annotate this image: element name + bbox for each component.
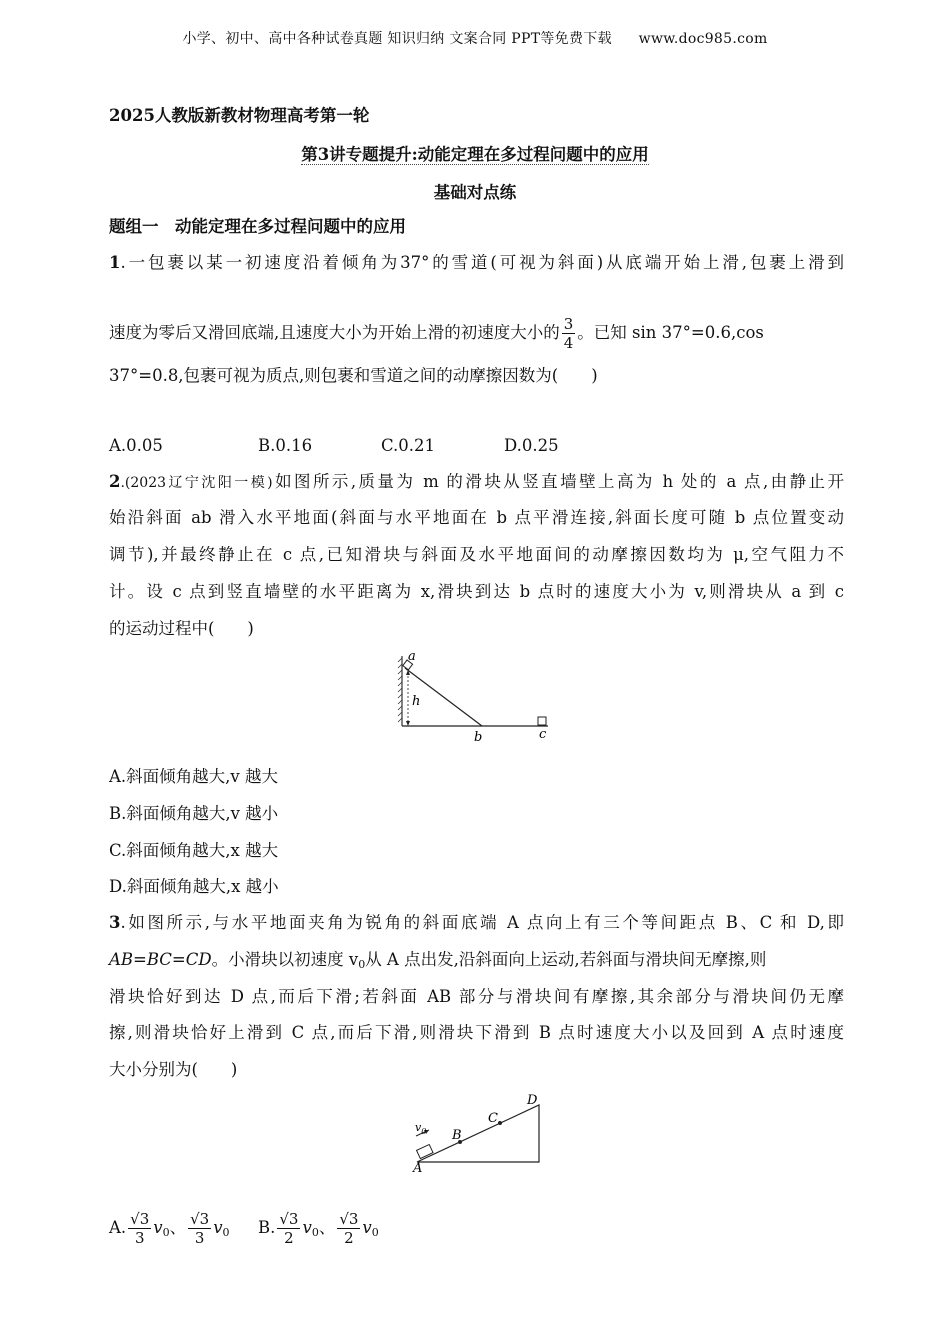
- q1-option-c: C.0.21: [381, 436, 436, 455]
- q3-option-b: B. $\frac{√3}{2}$ $v_0$、 $\frac{√3}{2}$ $v_0$: [258, 1210, 379, 1247]
- q1-line3: 37°=0.8,包裹可视为质点,则包裹和雪道之间的动摩擦因数为( ): [109, 366, 598, 385]
- label-A: A: [413, 1161, 423, 1175]
- q3-number: 3: [109, 913, 121, 932]
- q3-line2-sub: 0: [358, 958, 366, 971]
- q2-option-b: B.斜面倾角越大,v 越小: [109, 804, 279, 823]
- q2-option-d: D.斜面倾角越大,x 越小: [109, 877, 279, 896]
- q2-number: 2: [109, 472, 121, 491]
- q3-figure: [405, 1090, 555, 1175]
- lecture-title-text: 第3讲专题提升:动能定理在多过程问题中的应用: [301, 145, 649, 164]
- label-B: B: [452, 1128, 462, 1143]
- q3-line2b: 。小滑块以初速度 v: [211, 950, 359, 969]
- q1-option-d: D.0.25: [504, 436, 559, 455]
- q3-line2c: 从 A 点出发,沿斜面向上运动,若斜面与滑块间无摩擦,则: [365, 950, 767, 969]
- incline-triangle: [417, 1105, 539, 1162]
- q3-b-label: B.: [258, 1218, 276, 1237]
- q2-option-a: A.斜面倾角越大,v 越大: [109, 767, 278, 786]
- q2-source: .(2023辽宁沈阳一模): [120, 475, 273, 491]
- label-v0: $v_0$: [415, 1121, 427, 1136]
- q2-line1-text: 如图所示,质量为 m 的滑块从竖直墙壁上高为 h 处的 a 点,由静止开: [272, 472, 844, 491]
- series-title: 2025人教版新教材物理高考第一轮: [109, 106, 370, 125]
- q3-a-frac1: $\frac{√3}{3}$: [130, 1210, 150, 1247]
- q2-line5: 的运动过程中( ): [109, 619, 254, 638]
- label-a: a: [408, 649, 416, 664]
- practice-subtitle: 基础对点练: [433, 183, 517, 202]
- q1-option-b: B.0.16: [258, 436, 313, 455]
- label-b: b: [474, 730, 483, 745]
- q1-fraction: [562, 315, 576, 352]
- q1-line1: [109, 251, 844, 275]
- q3-line2: [109, 948, 844, 977]
- q2-line2: 始沿斜面 ab 滑入水平地面(斜面与水平地面在 b 点平滑连接,斜面长度可随 b 点位置变动: [109, 508, 844, 527]
- point-c: [498, 1121, 502, 1125]
- block-at-c: [538, 717, 546, 725]
- wall-hatching: [398, 656, 402, 726]
- q3-line1-text: .如图所示,与水平地面夹角为锐角的斜面底端 A 点向上有三个等间距点 B、C 和 D,即: [120, 913, 845, 932]
- q3-a-label: A.: [109, 1218, 127, 1237]
- q3-a-frac2: $\frac{√3}{3}$: [190, 1210, 210, 1247]
- label-c: c: [539, 727, 547, 742]
- header-text: 小学、初中、高中各种试卷真题 知识归纳 文案合同 PPT等免费下载: [182, 31, 612, 47]
- q1-number: 1: [109, 253, 121, 272]
- slider-block: [417, 1145, 433, 1159]
- q3-b-frac1: $\frac{√3}{2}$: [279, 1210, 299, 1247]
- q1-line2b: 。已知 sin 37°=0.6,cos: [577, 323, 764, 342]
- q3-line3: 滑块恰好到达 D 点,而后下滑;若斜面 AB 部分与滑块间有摩擦,其余部分与滑块间仍无摩: [109, 987, 844, 1006]
- label-C: C: [488, 1111, 498, 1126]
- q1-line2a: 速度为零后又滑回底端,且速度大小为开始上滑的初速度大小的: [109, 323, 560, 342]
- group-heading: 题组一 动能定理在多过程问题中的应用: [109, 217, 406, 236]
- q3-line4: 擦,则滑块恰好上滑到 C 点,而后下滑,则滑块下滑到 B 点时速度大小以及回到 A 点时速度: [109, 1023, 844, 1042]
- q2-figure: [390, 648, 560, 748]
- q3-line1: [109, 911, 844, 935]
- q2-line1: [109, 470, 844, 495]
- label-h: h: [412, 694, 421, 709]
- arrow-down: [406, 721, 410, 726]
- q3-line2a: AB=BC=CD: [109, 950, 212, 969]
- q1-option-a: A.0.05: [109, 436, 163, 455]
- lecture-title: [0, 143, 950, 167]
- q2-line3: 调节),并最终静止在 c 点,已知滑块与斜面及水平地面间的动摩擦因数均为 μ,空气阻力不: [109, 545, 844, 564]
- q1-line2: [109, 313, 844, 353]
- q3-b-frac2: $\frac{√3}{2}$: [339, 1210, 359, 1247]
- q1-line1-text: .一包裹以某一初速度沿着倾角为37°的雪道(可视为斜面)从底端开始上滑,包裹上滑到: [120, 253, 844, 272]
- q2-option-c: C.斜面倾角越大,x 越大: [109, 841, 279, 860]
- q3-option-a: A. $\frac{√3}{3}$ $v_0$、 $\frac{√3}{3}$ $v_0$: [109, 1210, 230, 1247]
- q1-frac-den: 4: [563, 334, 574, 352]
- page-header: [0, 28, 950, 48]
- q3-line5: 大小分别为( ): [109, 1060, 238, 1079]
- q2-line4: 计。设 c 点到竖直墙壁的水平距离为 x,滑块到达 b 点时的速度大小为 v,则滑块从 a 到 c: [109, 582, 844, 601]
- q1-frac-num: 3: [563, 315, 574, 333]
- label-D: D: [527, 1093, 538, 1108]
- header-site: www.doc985.com: [638, 31, 768, 47]
